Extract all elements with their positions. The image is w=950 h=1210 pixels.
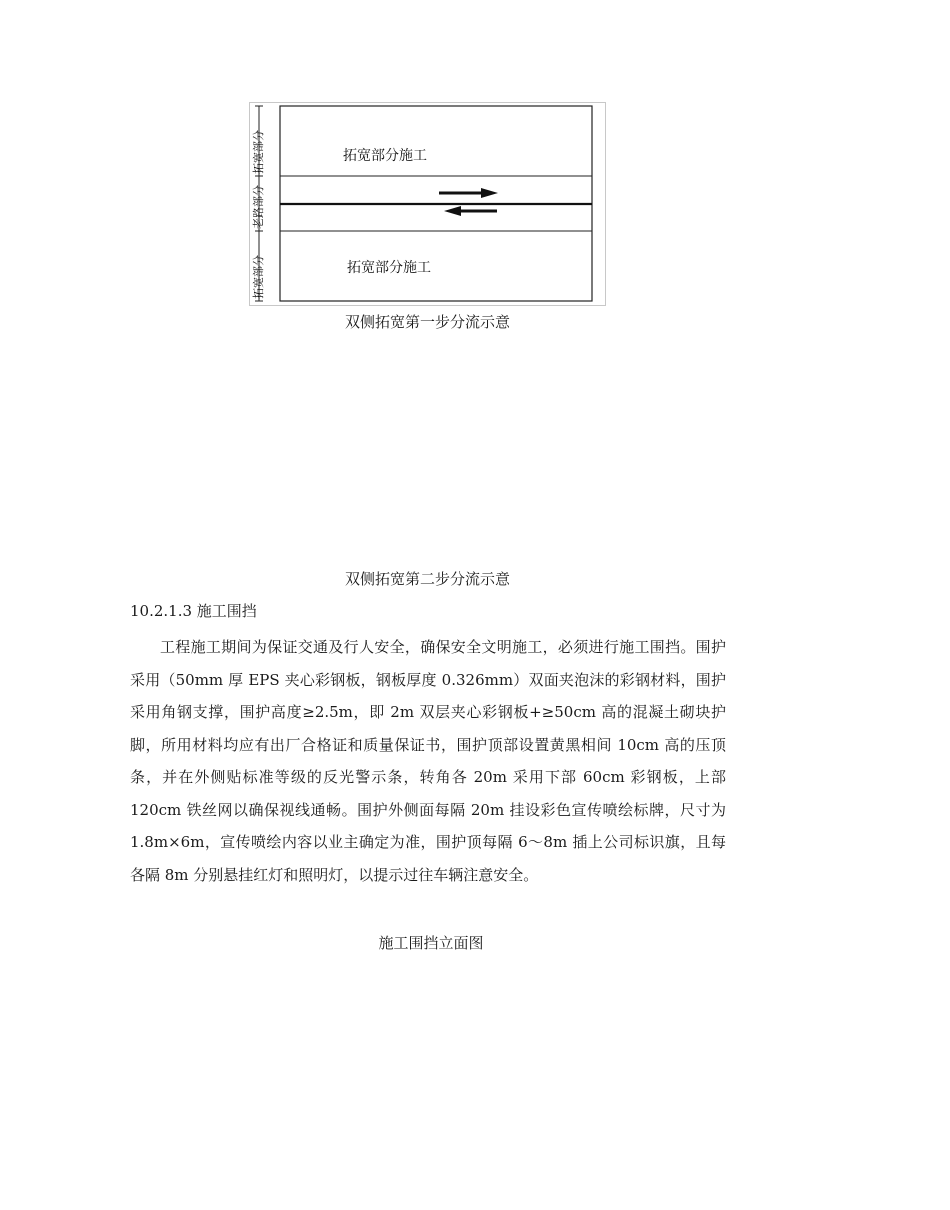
diversion-diagram-svg [249, 102, 606, 306]
figure1-caption: 双侧拓宽第一步分流示意 [344, 313, 510, 331]
side-label-top: 拓宽部分 [252, 130, 265, 174]
arrow-right-icon [439, 188, 498, 198]
figure3-caption: 施工围挡立面图 [378, 934, 484, 952]
arrow-left-icon [444, 206, 497, 216]
figure2-caption: 双侧拓宽第二步分流示意 [344, 570, 510, 588]
upper-widening-label: 拓宽部分施工 [343, 148, 427, 164]
side-label-middle: 老路部分 [252, 185, 265, 229]
lower-widening-label: 拓宽部分施工 [347, 260, 431, 276]
section-heading: 10.2.1.3 施工围挡 [130, 602, 257, 620]
diversion-diagram-step1 [249, 102, 606, 306]
side-label-bottom: 拓宽部分 [252, 255, 265, 299]
section-paragraph: 工程施工期间为保证交通及行人安全，确保安全文明施工，必须进行施工围挡。围护采用（50mm 厚 EPS 夹心彩钢板，钢板厚度 0.326mm）双面夹泡沫的彩钢材料，围护采用角钢支撑，围护高度≥2.5m，即 2m 双层夹心彩钢板+≥50cm 高的混凝土砌块护脚，所用材料均应有出厂合格证和质量保证书，围护顶部设置黄黑相间 10cm 高的压顶条，并在外侧贴标准等级的反光警示条，转角各 20m 采用下部 60cm 彩钢板，上部 120cm 铁丝网以确保视线通畅。围护外侧面每隔 20m 挂设彩色宣传喷绘标牌，尺寸为 1.8m×6m，宣传喷绘内容以业主确定为准，围护顶每隔 6～8m 插上公司标识旗，且每各隔 8m 分别悬挂红灯和照明灯，以提示过往车辆注意安全。 [130, 638, 726, 884]
